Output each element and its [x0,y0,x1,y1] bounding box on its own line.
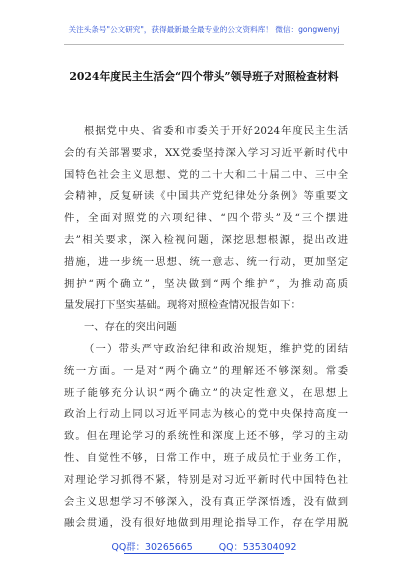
body-line: 拥护“两个确立”，坚决做到“两个维护”，为推动高质 [64,277,348,290]
body-line: 班子能够充分认识“两个确立”的决定性意义，在思想上 [64,386,348,399]
document-title: 2024年度民主生活会“四个带头”领导班子对照检查材料 [69,70,339,83]
body-line: 会精神，反复研读《中国共产党纪律处分条例》等重要文 [64,190,348,203]
document-body [64,121,348,535]
body-line: 融会贯通，没有很好地做到用理论指导工作，存在学用脱 [64,517,348,530]
body-line: 去”相关要求，深入检视问题，深挖思想根源，提出改进 [64,233,348,246]
footer-underline [124,553,284,554]
body-line: 会的有关部署要求，XX党委坚持深入学习习近平新时代中 [64,146,348,159]
body-line: 对理论学习抓得不紧，特别是对习近平新时代中国特色社 [64,473,348,486]
body-line: 政治上行动上同以习近平同志为核心的党中央保持高度一 [64,408,348,421]
body-line: 措施，进一步统一思想、统一意志、统一行动，更加坚定 [64,255,348,268]
body-line: 件，全面对照党的六项纪律、“四个带头”及“三个摆进 [64,212,348,225]
footer-contact [0,539,408,553]
body-line: 统一方面。一是对“两个确立”的理解还不够深刻。常委 [64,364,348,377]
body-line: 致。但在理论学习的系统性和深度上还不够，学习的主动 [64,430,348,443]
header-divider [64,44,344,45]
body-line: 会主义思想学习不够深入，没有真正学深悟透，没有做到 [64,495,348,508]
body-line: 根据党中央、省委和市委关于开好2024年度民主生活 [84,125,348,137]
footer-qq-group: QQ群：30265665 [111,542,193,553]
section-heading: 一、存在的突出问题 [84,321,177,334]
footer-qq: QQ：535304092 [218,542,297,553]
body-line: （一）带头严守政治纪律和政治规矩，维护党的团结 [84,342,348,355]
body-line: 量发展打下坚实基础。现将对照检查情况报告如下： [64,299,301,312]
body-line: 国特色社会主义思想、党的二十大和二十届二中、三中全 [64,168,348,181]
body-line: 性、自觉性不够，日常工作中，班子成员忙于业务工作， [64,451,348,464]
header-note: 关注头条号"公文研究"，获得最新最全最专业的公文资料库！ 微信：gongwenyj [68,25,340,34]
